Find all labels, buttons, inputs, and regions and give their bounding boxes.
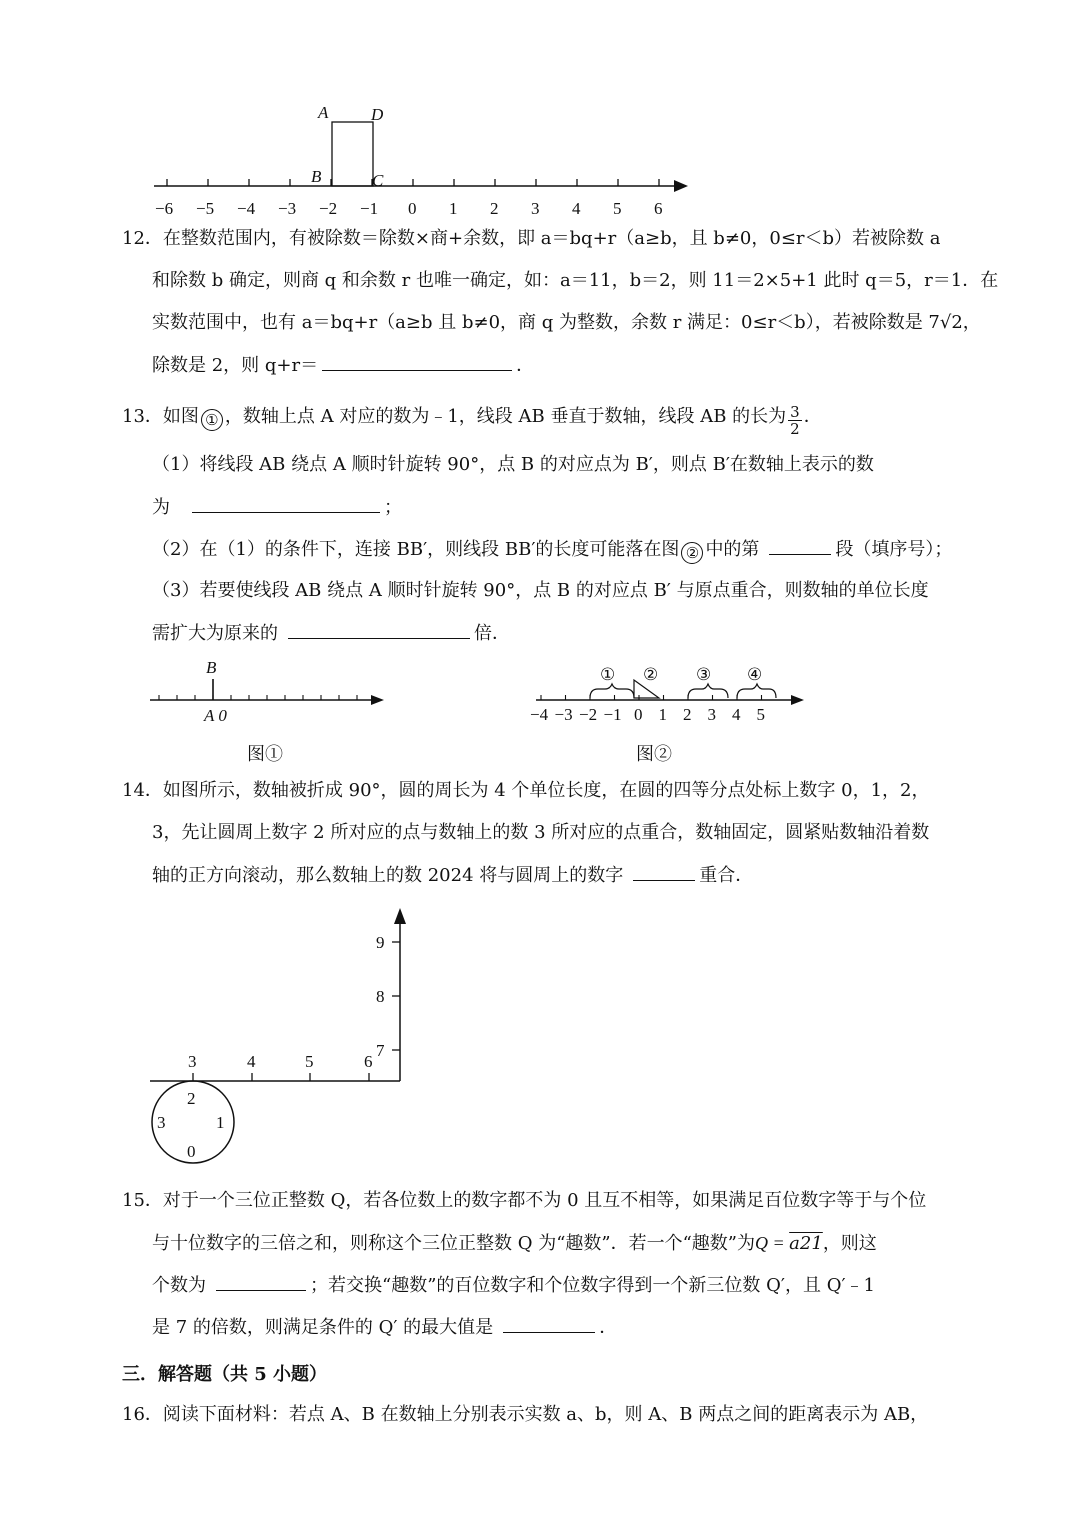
tick-label: 5 bbox=[613, 199, 622, 218]
q13-p2-text-b: 中的第 bbox=[705, 539, 760, 560]
figure-number-line-square bbox=[140, 96, 700, 224]
v-tick-label: 9 bbox=[376, 933, 385, 952]
q12-line-1 bbox=[122, 226, 940, 252]
h-tick-label: 6 bbox=[364, 1052, 373, 1071]
fig1-label-B: B bbox=[206, 658, 217, 677]
q14-text-3: 轴的正方向滚动，那么数轴上的数 2024 将与圆周上的数字 bbox=[152, 865, 624, 886]
fig2-tick-label: 4 bbox=[732, 705, 741, 724]
segment-label-1: ① bbox=[600, 665, 616, 684]
fig2-tick-label: 5 bbox=[756, 705, 765, 724]
tick-label: 1 bbox=[449, 199, 458, 218]
fig2-tick-label: 3 bbox=[707, 705, 716, 724]
circle-label-2: 2 bbox=[187, 1089, 196, 1108]
q13-p1-answer-blank[interactable] bbox=[192, 494, 380, 513]
q12-line-4 bbox=[152, 352, 534, 379]
point-label-B: B bbox=[311, 167, 322, 186]
q13-fig1-ref: ① bbox=[201, 409, 223, 431]
q15-text-4a: 是 7 的倍数，则满足条件的 Q′ 的最大值是 bbox=[152, 1317, 494, 1338]
fig2-tick-label: 1 bbox=[658, 705, 667, 724]
q14-answer-blank[interactable] bbox=[633, 862, 695, 881]
q15-text-3b: ；若交换“趣数”的百位数字和个位数字得到一个新三位数 Q′，且 Q′﹣1 bbox=[310, 1275, 875, 1296]
fraction-three-halves bbox=[788, 404, 802, 437]
q15-line-3 bbox=[152, 1272, 875, 1299]
q13-text-1a: 如图 bbox=[162, 406, 199, 427]
q12-answer-blank[interactable] bbox=[322, 352, 512, 371]
tick-label: 3 bbox=[531, 199, 540, 218]
fig2-tick-label: −4 bbox=[530, 705, 549, 724]
q14-line-3 bbox=[152, 862, 753, 889]
q13-line-1 bbox=[122, 404, 822, 437]
q12-text-4: 除数是 2，则 q+r＝ bbox=[152, 355, 319, 376]
q12-period: ． bbox=[516, 355, 535, 376]
frac-numerator: 3 bbox=[790, 403, 800, 421]
q14-number: 14． bbox=[122, 780, 163, 801]
fig2-tick-label: −3 bbox=[554, 705, 573, 724]
segment-label-3: ③ bbox=[696, 665, 712, 684]
segment-label-2: ② bbox=[643, 665, 659, 684]
tick-label: −4 bbox=[237, 199, 256, 218]
q15-equation: Q = bbox=[755, 1233, 790, 1253]
caption-fig2: 图② bbox=[636, 744, 672, 765]
q14-line-1 bbox=[122, 778, 930, 804]
tick-label: 0 bbox=[408, 199, 417, 218]
frac-denominator: 2 bbox=[790, 420, 800, 438]
q15-text-3a: 个数为 bbox=[152, 1275, 206, 1296]
q14-tail: 重合． bbox=[699, 865, 754, 886]
q15-number: 15． bbox=[122, 1190, 163, 1211]
q13-p2-answer-blank[interactable] bbox=[769, 536, 831, 555]
tick-label: 4 bbox=[572, 199, 581, 218]
q15-text-2a: 与十位数字的三倍之和，则称这个三位正整数 Q 为“趣数”．若一个“趣数”为 bbox=[152, 1233, 756, 1254]
tick-label: −2 bbox=[319, 199, 338, 218]
q13-p1-text: 为 bbox=[152, 497, 170, 518]
point-label-A: A bbox=[318, 103, 329, 122]
q16-number: 16． bbox=[122, 1404, 163, 1425]
q15-text-2b: ，则这 bbox=[822, 1233, 877, 1254]
q13-p2-text-a: （2）在（1）的条件下，连接 BB′，则线段 BB′的长度可能落在图 bbox=[152, 539, 680, 560]
q12-line-3: 实数范围中，也有 a＝bq+r（a≥b 且 b≠0，商 q 为整数，余数 r 满足：0≤r＜b），若被除数是 7√2， bbox=[152, 312, 981, 333]
tick-label: −6 bbox=[155, 199, 174, 218]
tick-label: 6 bbox=[654, 199, 663, 218]
q13-fig2-ref: ② bbox=[681, 542, 703, 564]
q13-p1-semicolon: ； bbox=[384, 497, 402, 518]
q13-p3-text: 需扩大为原来的 bbox=[152, 623, 278, 644]
q13-p3-tail: 倍． bbox=[474, 623, 510, 644]
tick-label: 2 bbox=[490, 199, 499, 218]
h-tick-label: 4 bbox=[247, 1052, 256, 1071]
tick-label: −1 bbox=[360, 199, 379, 218]
q13-p3-answer-blank[interactable] bbox=[288, 620, 470, 639]
q15-tail: ． bbox=[599, 1317, 618, 1338]
q13-p3-line-2 bbox=[152, 620, 510, 647]
v-tick-label: 7 bbox=[376, 1041, 385, 1060]
figure-folded-axis-circle bbox=[140, 900, 440, 1170]
q13-p2-line bbox=[152, 536, 952, 564]
q15-line-4 bbox=[152, 1314, 617, 1341]
circle-label-3: 3 bbox=[157, 1113, 166, 1132]
figure-1-number-line bbox=[140, 652, 400, 728]
q13-p1-line-1: （1）将线段 AB 绕点 A 顺时针旋转 90°，点 B 的对应点为 B′，则点 B′在数轴上表示的数 bbox=[152, 454, 874, 475]
h-tick-label: 3 bbox=[188, 1052, 197, 1071]
q15-answer-blank-2[interactable] bbox=[503, 1314, 595, 1333]
circle-label-0: 0 bbox=[187, 1142, 196, 1161]
q15-overline-number: a21 bbox=[789, 1233, 823, 1254]
q12-line-2: 和除数 b 确定，则商 q 和余数 r 也唯一确定，如：a＝11，b＝2，则 11＝2×5+1 此时 q＝5，r＝1．在 bbox=[152, 270, 999, 291]
q13-text-1c: ． bbox=[803, 406, 822, 427]
v-tick-label: 8 bbox=[376, 987, 385, 1006]
q13-p3-line-1: （3）若要使线段 AB 绕点 A 顺时针旋转 90°，点 B 的对应点 B′ 与原点重合，则数轴的单位长度 bbox=[152, 580, 929, 601]
q16-text-1: 阅读下面材料：若点 A、B 在数轴上分别表示实数 a、b，则 A、B 两点之间的距离表示为 AB， bbox=[162, 1404, 929, 1425]
caption-fig1: 图① bbox=[247, 744, 283, 765]
figure-2-number-line bbox=[526, 652, 816, 728]
point-label-C: C bbox=[372, 171, 384, 190]
h-tick-label: 5 bbox=[305, 1052, 314, 1071]
section-heading: 三．解答题（共 5 小题） bbox=[122, 1364, 328, 1385]
q14-text-1: 如图所示，数轴被折成 90°，圆的周长为 4 个单位长度，在圆的四等分点处标上数字 0，1，2， bbox=[162, 780, 930, 801]
q13-p2-text-c: 段（填序号）； bbox=[835, 539, 953, 560]
q13-p1-line-2 bbox=[152, 494, 402, 521]
q15-line-2 bbox=[152, 1230, 877, 1257]
fig2-tick-label: 2 bbox=[683, 705, 692, 724]
q14-line-2: 3，先让圆周上数字 2 所对应的点与数轴上的数 3 所对应的点重合，数轴固定，圆紧贴数轴沿着数 bbox=[152, 822, 930, 843]
tick-label: −5 bbox=[196, 199, 215, 218]
q12-text-1: 在整数范围内，有被除数＝除数×商+余数，即 a＝bq+r（a≥b，且 b≠0，0≤r＜b）若被除数 a bbox=[162, 228, 941, 249]
q15-line-1 bbox=[122, 1188, 926, 1214]
q15-answer-blank-1[interactable] bbox=[216, 1272, 306, 1291]
q15-text-1: 对于一个三位正整数 Q，若各位数上的数字都不为 0 且互不相等，如果满足百位数字等于与个位 bbox=[162, 1190, 927, 1211]
q12-number: 12． bbox=[122, 228, 163, 249]
tick-label: −3 bbox=[278, 199, 297, 218]
point-label-D: D bbox=[371, 105, 384, 124]
fig2-tick-label: −1 bbox=[603, 705, 622, 724]
q13-text-1b: ，数轴上点 A 对应的数为﹣1，线段 AB 垂直于数轴，线段 AB 的长为 bbox=[224, 406, 787, 427]
segment-label-4: ④ bbox=[747, 665, 763, 684]
fig2-tick-label: 0 bbox=[634, 705, 643, 724]
circle-label-1: 1 bbox=[216, 1113, 225, 1132]
fig1-label-A0: A 0 bbox=[204, 706, 227, 725]
q16-line-1 bbox=[122, 1402, 928, 1428]
q13-number: 13． bbox=[122, 406, 163, 427]
fig2-tick-label: −2 bbox=[579, 705, 598, 724]
